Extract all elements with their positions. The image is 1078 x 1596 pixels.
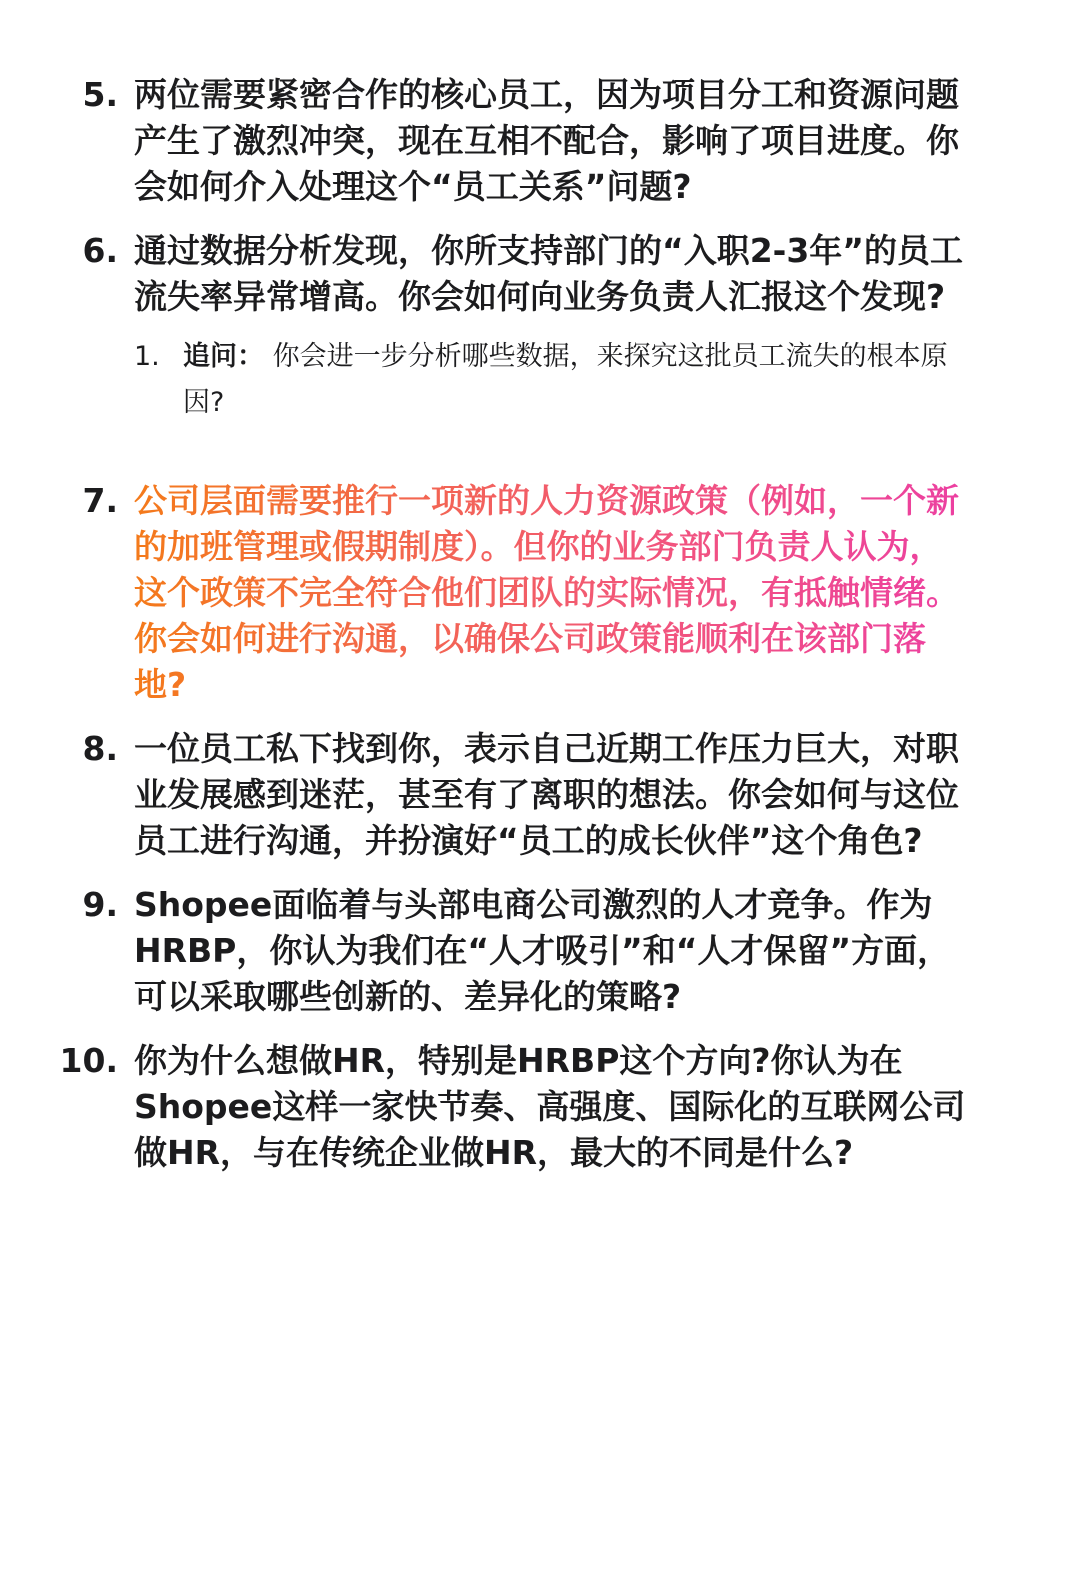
list-item-9 (0, 882, 1078, 1020)
item-text: 公司层面需要推行一项新的人力资源政策（例如，一个新的加班管理或假期制度）。但你的业务部门负责人认为，这个政策不完全符合他们团队的实际情况，有抵触情绪。你会如何进行沟通，以确保公司政策能顺利在该部门落地? (134, 478, 970, 708)
item-text: Shopee面临着与头部电商公司激烈的人才竞争。作为HRBP，你认为我们在“人才吸引”和“人才保留”方面，可以采取哪些创新的、差异化的策略? (134, 885, 951, 1016)
list-item-8 (0, 726, 1078, 864)
item-number: 6. (82, 231, 118, 270)
list-item-10 (0, 1038, 1078, 1176)
list-item-6 (0, 228, 1078, 426)
sub-item-text (183, 334, 973, 426)
sub-item-number: 1. (134, 341, 160, 372)
item-text: 通过数据分析发现，你所支持部门的“入职2-3年”的员工流失率异常增高。你会如何向业务负责人汇报这个发现? (134, 231, 963, 316)
item-text: 两位需要紧密合作的核心员工，因为项目分工和资源问题产生了激烈冲突，现在互相不配合，影响了项目进度。你会如何介入处理这个“员工关系”问题? (134, 75, 959, 206)
question-list (0, 72, 1078, 1194)
item-text: 你为什么想做HR，特别是HRBP这个方向?你认为在Shopee这样一家快节奏、高强度、国际化的互联网公司做HR，与在传统企业做HR，最大的不同是什么? (134, 1041, 966, 1172)
list-item-5 (0, 72, 1078, 210)
item-number: 10. (59, 1041, 118, 1080)
item-text: 一位员工私下找到你，表示自己近期工作压力巨大，对职业发展感到迷茫，甚至有了离职的想法。你会如何与这位员工进行沟通，并扮演好“员工的成长伙伴”这个角色? (134, 729, 959, 860)
sub-item-label: 追问： (183, 341, 264, 372)
sub-item-follow-up (0, 334, 1078, 426)
item-number: 5. (82, 75, 118, 114)
sub-item-body: 你会进一步分析哪些数据，来探究这批员工流失的根本原因? (183, 341, 948, 418)
item-number: 9. (82, 885, 118, 924)
item-number: 7. (82, 481, 118, 520)
item-number: 8. (82, 729, 118, 768)
spacer (0, 444, 1078, 478)
list-item-7-highlighted (0, 478, 1078, 708)
